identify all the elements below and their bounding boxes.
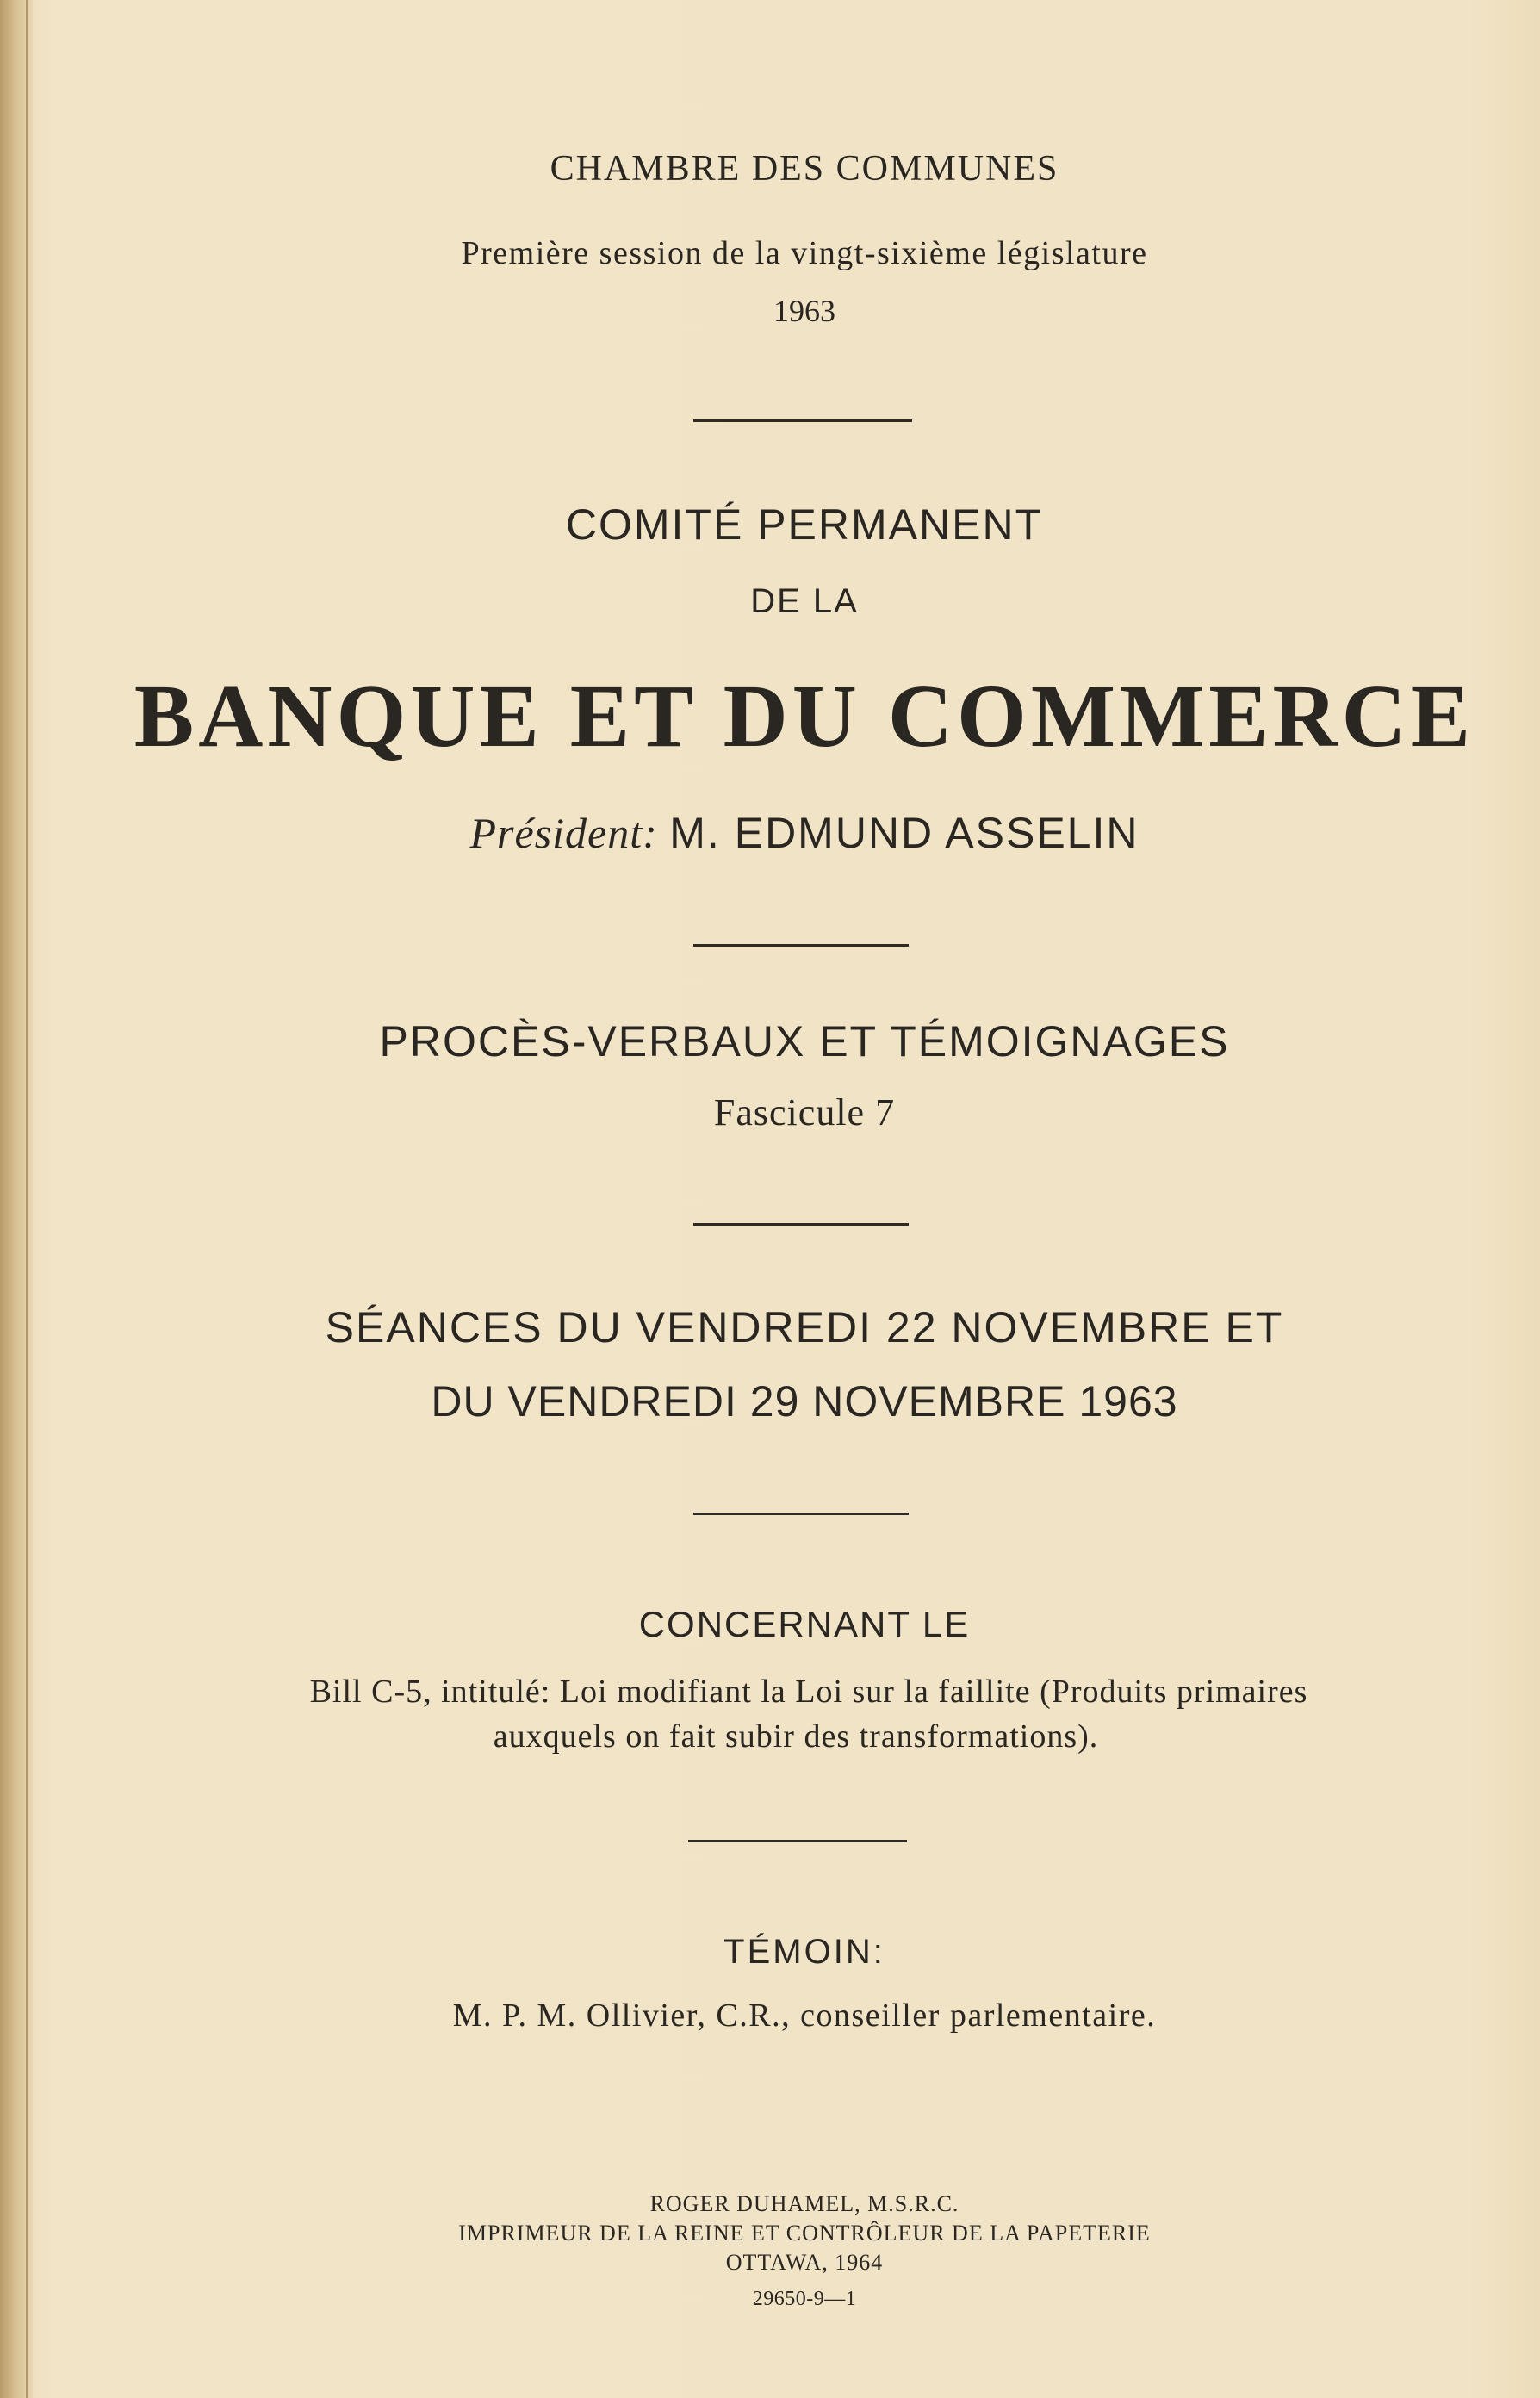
president-name: M. EDMUND ASSELIN (669, 809, 1139, 857)
print-number: 29650-9—1 (752, 2288, 857, 2310)
house-name: CHAMBRE DES COMMUNES (550, 149, 1059, 189)
proceedings-title: PROCÈS-VERBAUX ET TÉMOIGNAGES (379, 1017, 1230, 1065)
printer-name: ROGER DUHAMEL, M.S.R.C. (649, 2191, 959, 2216)
bill-title-line-2: auxquels on fait subir des transformations). (493, 1718, 1099, 1755)
divider-rule-4 (693, 1513, 909, 1515)
printer-place-year: OTTAWA, 1964 (725, 2250, 884, 2275)
sittings-line-1: SÉANCES DU VENDREDI 22 NOVEMBRE ET (325, 1303, 1284, 1351)
issue-number: Fascicule 7 (713, 1091, 896, 1134)
divider-rule-3 (693, 1223, 909, 1226)
printer-title: IMPRIMEUR DE LA REINE ET CONTRÔLEUR DE LA PAPETERIE (458, 2221, 1151, 2246)
sittings-line-2: DU VENDREDI 29 NOVEMBRE 1963 (431, 1377, 1178, 1426)
witness-heading: TÉMOIN: (723, 1933, 885, 1971)
committee-line-2: DE LA (750, 582, 859, 620)
divider-rule-2 (693, 944, 909, 947)
subject-heading: CONCERNANT LE (638, 1604, 971, 1644)
binding-line (26, 0, 28, 2398)
divider-rule-5 (688, 1840, 907, 1842)
committee-president (34, 808, 1540, 858)
session-year: 1963 (773, 294, 835, 328)
president-label: Président: (469, 809, 658, 857)
committee-line-1: COMITÉ PERMANENT (565, 500, 1044, 549)
divider-rule-1 (693, 419, 912, 422)
committee-name: BANQUE ET DU COMMERCE (134, 667, 1475, 766)
witness-name: M. P. M. Ollivier, C.R., conseiller parlementaire. (452, 1997, 1157, 2034)
session-line: Première session de la vingt-sixième législature (461, 235, 1148, 271)
bill-title-line-1: Bill C-5, intitulé: Loi modifiant la Loi sur la faillite (Produits primaires (309, 1674, 1308, 1710)
